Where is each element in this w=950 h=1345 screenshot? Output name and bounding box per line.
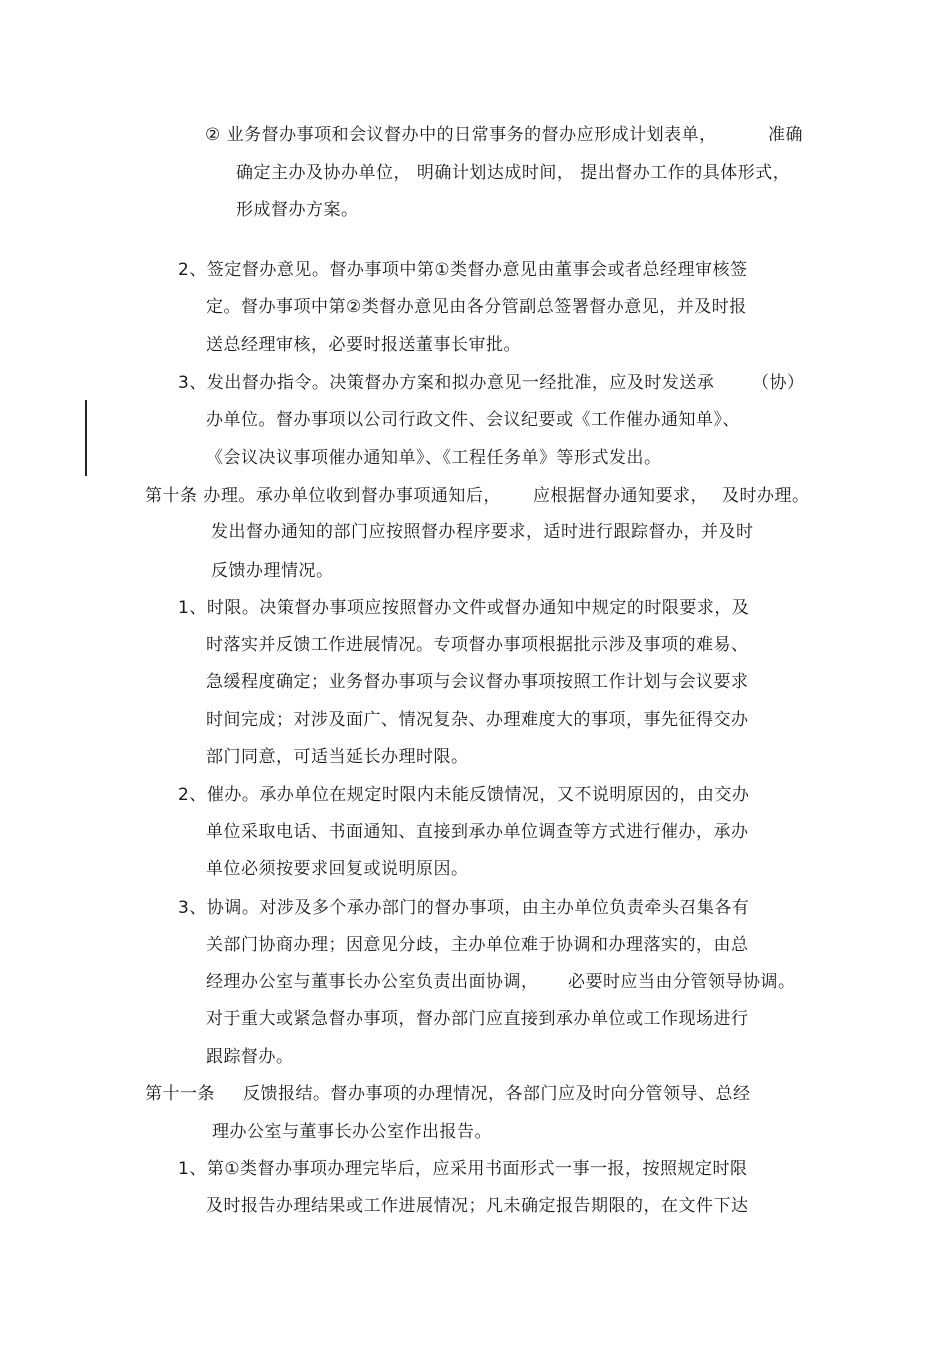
text-line: 发出督办通知的部门应按照督办程序要求，适时进行跟踪督办，并及时 bbox=[211, 522, 754, 542]
text-line: 3、发出督办指令。决策督办方案和拟办意见一经批准，应及时发送承 bbox=[178, 373, 715, 393]
text-line: 关部门协商办理；因意见分歧，主办单位难于协调和办理落实的，由总 bbox=[206, 935, 749, 955]
text-line: 反馈办理情况。 bbox=[211, 561, 334, 581]
text-line: 急缓程度确定；业务督办事项与会议督办事项按照工作计划与会议要求 bbox=[206, 672, 749, 692]
text-line: 定。督办事项中第②类督办意见由各分管副总签署督办意见，并及时报 bbox=[206, 297, 747, 317]
text-line: 2、催办。承办单位在规定时限内未能反馈情况，又不说明原因的，由交办 bbox=[178, 785, 750, 805]
text-line: 确定主办及协办单位， 明确计划达成时间， 提出督办工作的具体形式， bbox=[236, 163, 791, 183]
text-line: 必要时应当由分管领导协调。 bbox=[568, 972, 796, 992]
text-line: 3、协调。对涉及多个承办部门的督办事项，由主办单位负责牵头召集各有 bbox=[178, 898, 750, 918]
text-line: 时落实并反馈工作进展情况。专项督办事项根据批示涉及事项的难易、 bbox=[206, 635, 749, 655]
margin-rule bbox=[85, 400, 87, 476]
text-line: 准确 bbox=[768, 125, 803, 145]
text-line: 时间完成；对涉及面广、情况复杂、办理难度大的事项，事先征得交办 bbox=[206, 710, 749, 730]
text-line: 及时办理。 bbox=[722, 486, 810, 506]
text-line: 第十条 办理。承办单位收到督办事项通知后， bbox=[145, 486, 501, 506]
text-line: 1、时限。决策督办事项应按照督办文件或督办通知中规定的时限要求，及 bbox=[178, 598, 750, 618]
text-line: 反馈报结。督办事项的办理情况，各部门应及时向分管领导、总经 bbox=[243, 1084, 751, 1104]
text-line: 办单位。督办事项以公司行政文件、会议纪要或《工作催办通知单》、 bbox=[206, 410, 740, 430]
text-line: 对于重大或紧急督办事项，督办部门应直接到承办单位或工作现场进行 bbox=[206, 1009, 749, 1029]
text-line: 及时报告办理结果或工作进展情况；凡未确定报告期限的，在文件下达 bbox=[206, 1196, 749, 1216]
text-line: 《会议决议事项催办通知单》、《工程任务单》等形式发出。 bbox=[206, 448, 662, 468]
text-line: 1、第①类督办事项办理完毕后，应采用书面形式一事一报，按照规定时限 bbox=[178, 1159, 748, 1179]
text-line: 跟踪督办。 bbox=[206, 1047, 294, 1067]
text-line: 经理办公室与董事长办公室负责出面协调， bbox=[206, 972, 539, 992]
text-line: 送总经理审核，必要时报送董事长审批。 bbox=[206, 335, 521, 355]
text-line: （协） bbox=[752, 373, 805, 393]
text-line: 单位采取电话、书面通知、直接到承办单位调查等方式进行催办，承办 bbox=[206, 822, 749, 842]
text-line: 应根据督办通知要求， bbox=[533, 486, 708, 506]
text-line: 2、签定督办意见。督办事项中第①类督办意见由董事会或者总经理审核签 bbox=[178, 260, 748, 280]
text-line: 理办公室与董事长办公室作出报告。 bbox=[212, 1122, 492, 1142]
text-line: 第十一条 bbox=[145, 1084, 215, 1104]
text-line: 形成督办方案。 bbox=[236, 200, 359, 220]
text-line: ② 业务督办事项和会议督办中的日常事务的督办应形成计划表单， bbox=[205, 125, 717, 145]
text-line: 单位必须按要求回复或说明原因。 bbox=[206, 859, 469, 879]
text-line: 部门同意，可适当延长办理时限。 bbox=[206, 747, 469, 767]
